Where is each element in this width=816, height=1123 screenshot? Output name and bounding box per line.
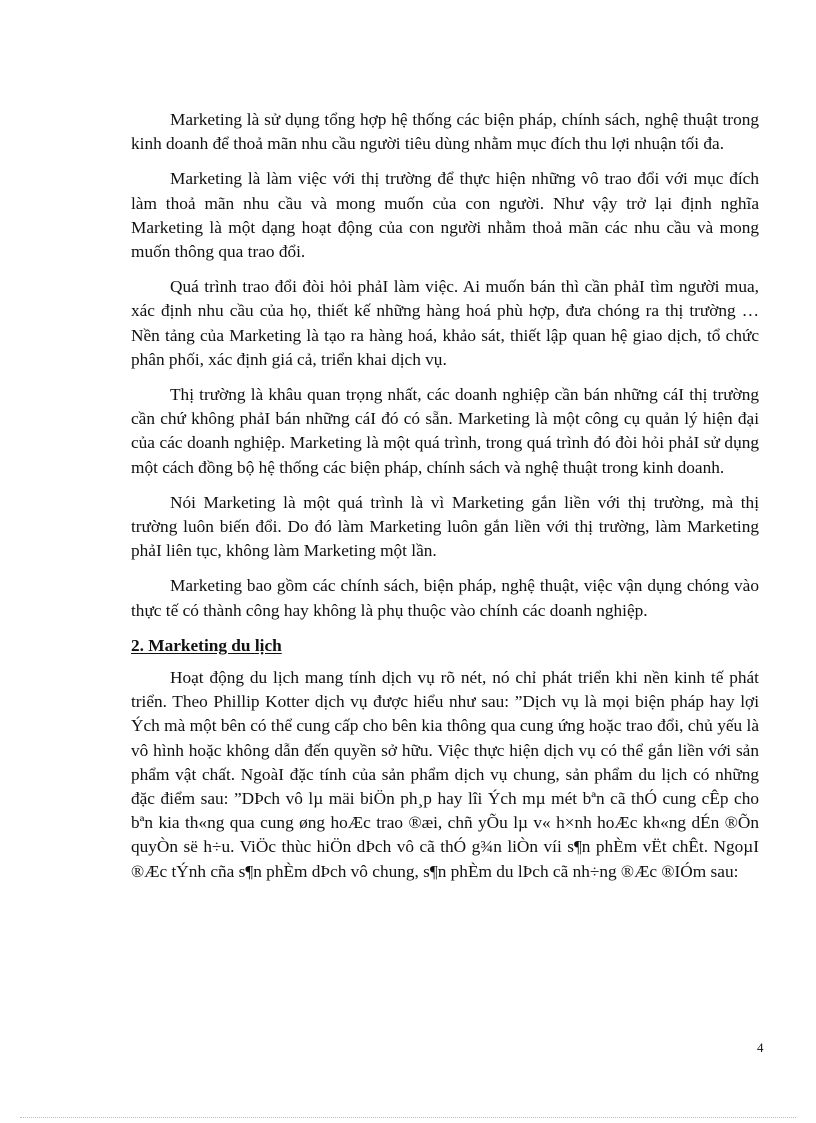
paragraph-market-importance: Thị trường là khâu quan trọng nhất, các doanh nghiệp cần bán những cáI thị trường cần chứ không phảI bán những cáI đó có sẵn. Marketing là một công cụ quản lý hiện đại của các doanh nghiệp. Marketing là một quá trình, trong quá trình đó đòi hỏi phảI sử dụng một cách đồng bộ hệ thống các biện pháp, chính sách và nghệ thuật trong kinh doanh.	[131, 385, 759, 477]
page-number: 4	[757, 1040, 764, 1055]
paragraph-marketing-definition: Marketing là sử dụng tổng hợp hệ thống các biện pháp, chính sách, nghệ thuật trong kinh doanh để thoả mãn nhu cầu người tiêu dùng nhằm mục đích thu lợi nhuận tối đa.	[131, 110, 759, 154]
page-bottom-divider	[20, 1117, 796, 1118]
section-heading: 2. Marketing du lịch	[131, 635, 282, 655]
paragraph-marketing-market: Marketing là làm việc với thị trường để thực hiện những vô trao đổi với mục đích làm thoả mãn nhu cầu và mong muốn của con người. Như vậy trở lại định nghĩa Marketing là một dạng hoạt động của con người nhằm thoả mãn các nhu cầu và mong muốn thông qua trao đổi.	[131, 169, 759, 262]
paragraph-marketing-policies: Marketing bao gồm các chính sách, biện pháp, nghệ thuật, việc vận dụng chóng vào thực tế có thành công hay không là phụ thuộc vào chính các doanh nghiệp.	[131, 576, 759, 620]
paragraph-tourism-marketing: Hoạt động du lịch mang tính dịch vụ rõ nét, nó chỉ phát triển khi nền kinh tế phát triển. Theo Phillip Kotter dịch vụ được hiểu như sau: ”Dịch vụ là mọi biện pháp hay lợi Ých mà một bên có thể cung cấp cho bên kia thông qua cung ứng hoặc trao đổi, chủ yếu là vô hình hoặc không dẫn đến quyền sở hữu. Việc thực hiện dịch vụ có thể gắn liền với sản phẩm vật chất. NgoàI đặc tính của sản phẩm dịch vụ chung, sản phẩm du lịch có những đặc điểm sau: ”DÞch vô lµ mäi biÖn ph¸p hay lîi Ých mµ mét bªn cã thÓ cung cÊp cho bªn kia th«ng qua cung øng hoÆc trao ®æi, chñ yÕu lµ v« h×nh hoÆc kh«ng dÉn ®Õn quyÒn së h÷u. ViÖc thùc hiÖn dÞch vô cã thÓ g¾n liÒn víi s¶n phÈm vËt chÊt. NgoµI ®Æc tÝnh cña s¶n phÈm dÞch vô chung, s¶n phÈm du lÞch cã nh÷ng ®Æc ®IÓm sau:	[131, 668, 759, 881]
paragraph-marketing-process: Nói Marketing là một quá trình là vì Marketing gắn liền với thị trường, mà thị trường luôn biến đổi. Do đó làm Marketing luôn gắn liền với thị trường, làm Marketing phảI liên tục, không làm Marketing một lần.	[131, 492, 759, 561]
paragraph-exchange-process: Quá trình trao đổi đòi hỏi phảI làm việc. Ai muốn bán thì cần phảI tìm người mua, xác định nhu cầu của họ, thiết kế những hàng hoá phù hợp, đưa chóng ra thị trường … Nền tảng của Marketing là tạo ra hàng hoá, khảo sát, thiết lập quan hệ giao dịch, tổ chức phân phối, xác định giá cả, triển khai dịch vụ.	[131, 277, 759, 369]
page-content	[131, 108, 759, 895]
